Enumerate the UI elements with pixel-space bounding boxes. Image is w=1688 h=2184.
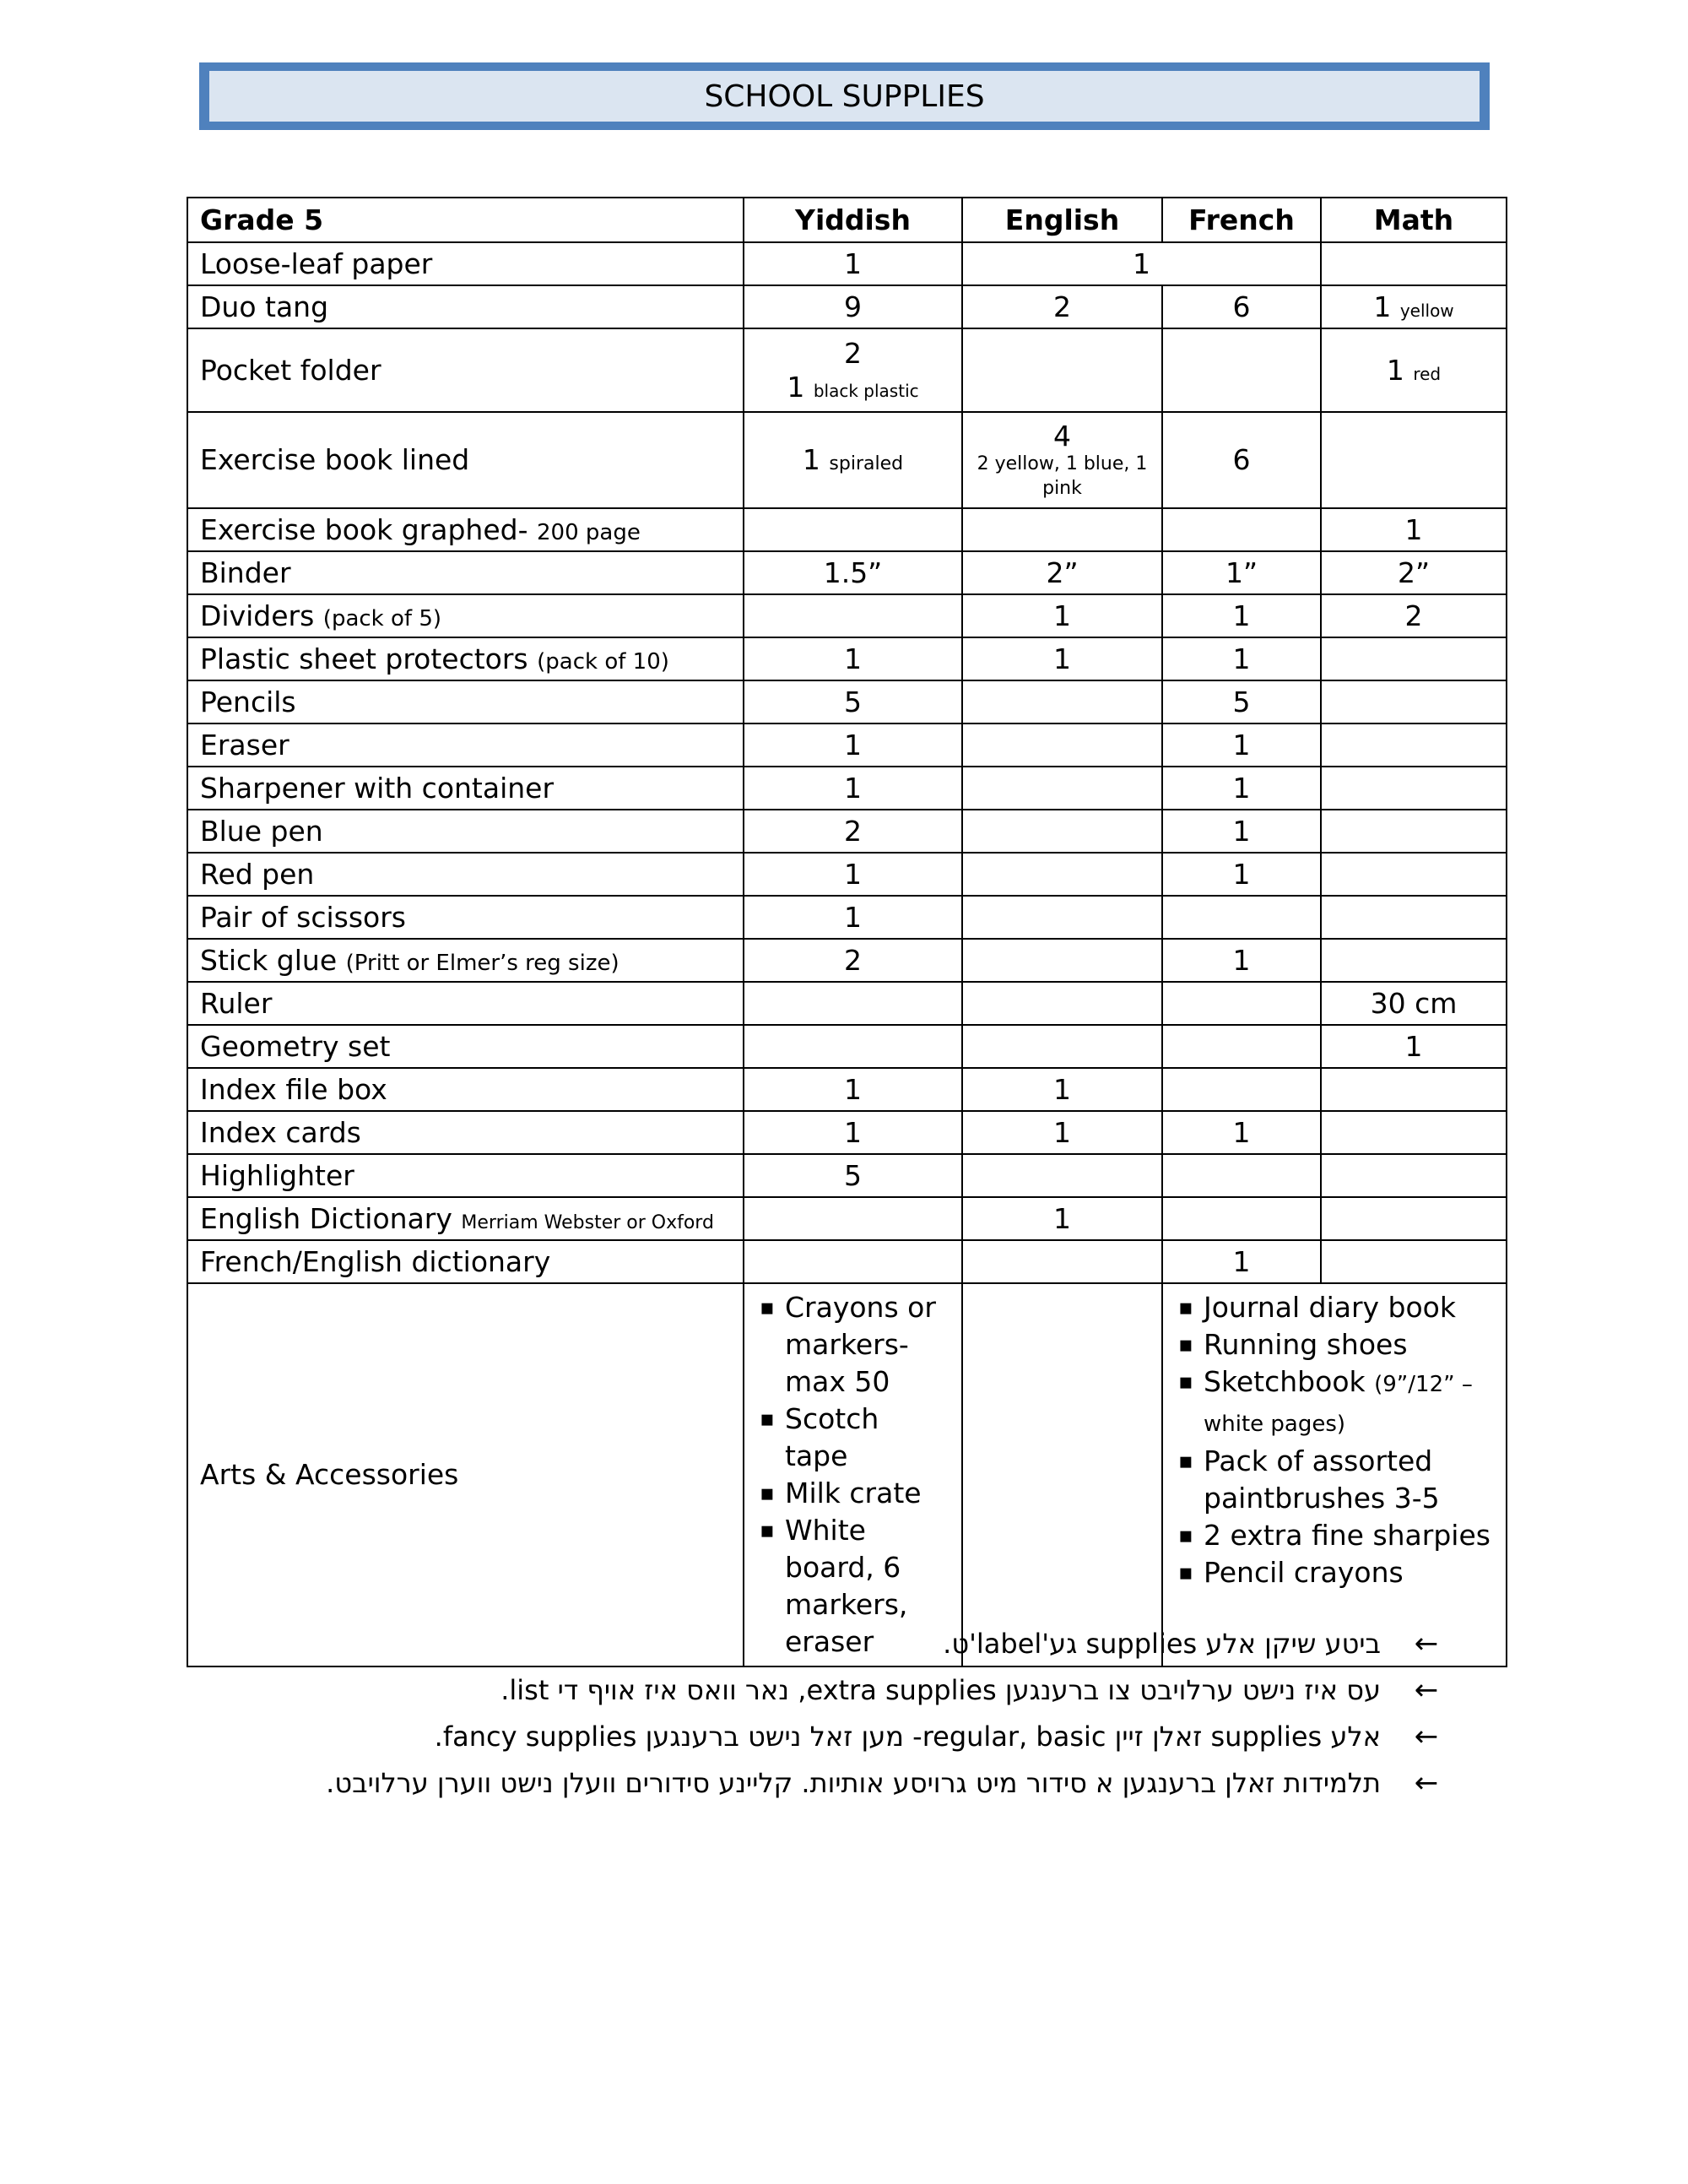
table-row xyxy=(187,1068,1507,1111)
note-item xyxy=(321,1667,1452,1714)
table-row xyxy=(187,896,1507,939)
yiddish-cell xyxy=(744,328,962,412)
table-row xyxy=(187,1025,1507,1068)
math-note: red xyxy=(1413,363,1442,384)
list-item-label: Sketchbook xyxy=(1204,1365,1366,1398)
yiddish-note: spiraled xyxy=(829,453,904,475)
list-item: ▪ 2 extra fine sharpies xyxy=(1175,1517,1494,1554)
item-cell: Loose-leaf paper xyxy=(187,242,744,285)
yiddish-extra-note: black plastic xyxy=(813,380,919,401)
french-cell: 1 xyxy=(1162,1240,1321,1283)
header-french: French xyxy=(1162,198,1321,242)
yiddish-cell: 1 xyxy=(744,242,962,285)
math-cell: 2” xyxy=(1321,551,1507,594)
notes-list xyxy=(321,1621,1452,1807)
item-cell xyxy=(187,594,744,637)
math-cell xyxy=(1321,939,1507,982)
french-cell: 1” xyxy=(1162,551,1321,594)
item-cell xyxy=(187,637,744,680)
yiddish-arts-cell xyxy=(744,1283,962,1666)
list-item: ▪ Pack of assorted paintbrushes 3-5 xyxy=(1175,1443,1494,1517)
table-row xyxy=(187,1240,1507,1283)
french-cell: 1 xyxy=(1162,853,1321,896)
french-cell: 1 xyxy=(1162,1111,1321,1154)
yiddish-cell: 1 xyxy=(744,896,962,939)
french-math-arts-list xyxy=(1175,1284,1494,1596)
title-banner xyxy=(199,62,1490,130)
english-cell: 2 xyxy=(962,285,1162,328)
english-cell xyxy=(962,896,1162,939)
item-label: English Dictionary xyxy=(200,1201,452,1235)
table-row xyxy=(187,853,1507,896)
english-cell xyxy=(962,767,1162,810)
table-row xyxy=(187,680,1507,723)
item-note: Merriam Webster or Oxford xyxy=(461,1211,714,1233)
math-cell xyxy=(1321,680,1507,723)
math-cell: 30 cm xyxy=(1321,982,1507,1025)
header-math: Math xyxy=(1321,198,1507,242)
yiddish-cell xyxy=(744,412,962,508)
item-cell: Sharpener with container xyxy=(187,767,744,810)
french-cell xyxy=(1162,1025,1321,1068)
item-cell: Pencils xyxy=(187,680,744,723)
note-text: אלע supplies זאלן זיין regular, basic- מען זאל נישט ברענגען fancy supplies. xyxy=(434,1721,1381,1753)
header-row xyxy=(187,198,1507,242)
french-cell: 1 xyxy=(1162,723,1321,767)
english-value: 4 xyxy=(1053,419,1071,453)
yiddish-cell xyxy=(744,982,962,1025)
item-cell: Arts & Accessories xyxy=(187,1283,744,1666)
item-cell: Duo tang xyxy=(187,285,744,328)
french-cell: 1 xyxy=(1162,637,1321,680)
page-title: SCHOOL SUPPLIES xyxy=(209,71,1480,122)
note-item xyxy=(321,1714,1452,1760)
math-cell xyxy=(1321,810,1507,853)
english-note: 2 yellow, 1 blue, 1 pink xyxy=(977,453,1148,499)
yiddish-cell xyxy=(744,1197,962,1240)
item-cell: Index cards xyxy=(187,1111,744,1154)
math-note: yellow xyxy=(1399,300,1454,321)
math-cell xyxy=(1321,285,1507,328)
french-cell: 1 xyxy=(1162,594,1321,637)
math-cell xyxy=(1321,637,1507,680)
table-row xyxy=(187,767,1507,810)
yiddish-cell: 1 xyxy=(744,637,962,680)
english-arts-cell xyxy=(962,1283,1162,1666)
header-grade: Grade 5 xyxy=(187,198,744,242)
item-cell xyxy=(187,1197,744,1240)
table-row xyxy=(187,285,1507,328)
english-cell: 1 xyxy=(962,637,1162,680)
french-math-arts-cell xyxy=(1162,1283,1507,1666)
yiddish-cell: 1.5” xyxy=(744,551,962,594)
header-yiddish: Yiddish xyxy=(744,198,962,242)
list-item xyxy=(1175,1363,1494,1443)
french-cell: 6 xyxy=(1162,285,1321,328)
table-row xyxy=(187,508,1507,551)
math-cell xyxy=(1321,328,1507,412)
yiddish-cell: 1 xyxy=(744,1111,962,1154)
yiddish-cell: 1 xyxy=(744,767,962,810)
english-cell: 1 xyxy=(962,1068,1162,1111)
yiddish-cell xyxy=(744,1025,962,1068)
math-cell: 2 xyxy=(1321,594,1507,637)
english-cell xyxy=(962,1240,1162,1283)
item-cell xyxy=(187,939,744,982)
english-cell xyxy=(962,1025,1162,1068)
item-label: Exercise book graphed- xyxy=(200,512,528,546)
english-cell xyxy=(962,680,1162,723)
english-cell: 1 xyxy=(962,1197,1162,1240)
item-label: Plastic sheet protectors xyxy=(200,642,528,675)
english-cell: 1 xyxy=(962,1111,1162,1154)
yiddish-cell: 2 xyxy=(744,810,962,853)
arrow-left-icon: ← xyxy=(1414,1627,1439,1661)
yiddish-cell xyxy=(744,1240,962,1283)
yiddish-value: 1 xyxy=(802,443,820,477)
english-cell xyxy=(962,723,1162,767)
math-cell xyxy=(1321,412,1507,508)
table-row xyxy=(187,1154,1507,1197)
english-cell xyxy=(962,328,1162,412)
yiddish-cell: 5 xyxy=(744,680,962,723)
math-cell xyxy=(1321,767,1507,810)
note-item xyxy=(321,1760,1452,1807)
table-row xyxy=(187,551,1507,594)
list-item: ▪ Crayons or markers- max 50 xyxy=(756,1289,950,1401)
yiddish-cell: 5 xyxy=(744,1154,962,1197)
supplies-table xyxy=(187,197,1507,1667)
math-value: 1 xyxy=(1386,353,1404,387)
english-cell xyxy=(962,853,1162,896)
yiddish-arts-list xyxy=(756,1284,950,1666)
english-cell: 1 xyxy=(962,594,1162,637)
english-french-cell: 1 xyxy=(962,242,1321,285)
note-text: תלמידות זאלן ברענגען א סידור מיט גרויסע אותיות. קליינע סידורים וועלן נישט ווערן ערלויבט. xyxy=(326,1767,1381,1799)
math-cell xyxy=(1321,1068,1507,1111)
list-item: ▪ Milk crate xyxy=(756,1475,950,1512)
arrow-left-icon: ← xyxy=(1414,1766,1439,1800)
french-cell xyxy=(1162,328,1321,412)
english-cell xyxy=(962,412,1162,508)
list-item-note: (9”/12” – white pages) xyxy=(1204,1372,1473,1437)
list-item: ▪ Journal diary book xyxy=(1175,1289,1494,1326)
table-row xyxy=(187,982,1507,1025)
yiddish-cell: 1 xyxy=(744,853,962,896)
math-cell: 1 xyxy=(1321,508,1507,551)
table-row xyxy=(187,594,1507,637)
math-cell xyxy=(1321,853,1507,896)
yiddish-cell: 9 xyxy=(744,285,962,328)
math-cell xyxy=(1321,896,1507,939)
item-cell: Red pen xyxy=(187,853,744,896)
arrow-left-icon: ← xyxy=(1414,1673,1439,1707)
note-item xyxy=(321,1621,1452,1667)
table-row xyxy=(187,810,1507,853)
table-row xyxy=(187,1111,1507,1154)
note-text: עס איז נישט ערלויבט צו ברענגען extra supplies, נאר וואס איז אויף די list. xyxy=(500,1674,1381,1706)
english-cell: 2” xyxy=(962,551,1162,594)
item-label: Stick glue xyxy=(200,943,338,977)
french-cell xyxy=(1162,508,1321,551)
math-cell xyxy=(1321,242,1507,285)
yiddish-value: 2 xyxy=(844,336,862,370)
french-cell: 1 xyxy=(1162,767,1321,810)
yiddish-cell: 1 xyxy=(744,723,962,767)
item-cell: French/English dictionary xyxy=(187,1240,744,1283)
math-value: 1 xyxy=(1373,290,1392,323)
table-row xyxy=(187,412,1507,508)
english-cell xyxy=(962,508,1162,551)
math-cell xyxy=(1321,1197,1507,1240)
item-cell: Eraser xyxy=(187,723,744,767)
list-item: ▪ White board, 6 markers, eraser xyxy=(756,1512,950,1661)
table-row xyxy=(187,637,1507,680)
math-cell xyxy=(1321,1111,1507,1154)
item-cell: Pair of scissors xyxy=(187,896,744,939)
table-row xyxy=(187,723,1507,767)
french-cell xyxy=(1162,1197,1321,1240)
list-item: ▪ Pencil crayons xyxy=(1175,1554,1494,1591)
table-row xyxy=(187,1197,1507,1240)
arrow-left-icon: ← xyxy=(1414,1720,1439,1753)
item-cell: Blue pen xyxy=(187,810,744,853)
item-cell: Geometry set xyxy=(187,1025,744,1068)
yiddish-cell: 2 xyxy=(744,939,962,982)
item-cell xyxy=(187,508,744,551)
yiddish-cell xyxy=(744,508,962,551)
yiddish-cell xyxy=(744,594,962,637)
list-item: ▪ Scotch tape xyxy=(756,1401,950,1475)
table-row-arts xyxy=(187,1283,1507,1666)
item-note: (pack of 5) xyxy=(322,605,442,631)
french-cell: 6 xyxy=(1162,412,1321,508)
english-cell xyxy=(962,810,1162,853)
table-row xyxy=(187,939,1507,982)
math-cell xyxy=(1321,1154,1507,1197)
item-cell: Pocket folder xyxy=(187,328,744,412)
french-cell xyxy=(1162,1068,1321,1111)
math-cell: 1 xyxy=(1321,1025,1507,1068)
item-cell: Ruler xyxy=(187,982,744,1025)
english-cell xyxy=(962,982,1162,1025)
table-row xyxy=(187,328,1507,412)
item-cell: Binder xyxy=(187,551,744,594)
french-cell xyxy=(1162,896,1321,939)
item-note: (Pritt or Elmer’s reg size) xyxy=(345,950,619,976)
english-cell xyxy=(962,939,1162,982)
english-cell xyxy=(962,1154,1162,1197)
item-note: 200 page xyxy=(537,519,641,545)
french-cell xyxy=(1162,982,1321,1025)
item-cell: Highlighter xyxy=(187,1154,744,1197)
yiddish-cell: 1 xyxy=(744,1068,962,1111)
french-cell: 1 xyxy=(1162,939,1321,982)
math-cell xyxy=(1321,1240,1507,1283)
header-english: English xyxy=(962,198,1162,242)
math-cell xyxy=(1321,723,1507,767)
french-cell: 1 xyxy=(1162,810,1321,853)
item-label: Dividers xyxy=(200,599,315,632)
item-cell: Index file box xyxy=(187,1068,744,1111)
item-note: (pack of 10) xyxy=(537,648,669,675)
list-item: ▪ Running shoes xyxy=(1175,1326,1494,1363)
table-row xyxy=(187,242,1507,285)
french-cell: 5 xyxy=(1162,680,1321,723)
note-text: ביטע שיקן אלע supplies גע'label'ט. xyxy=(943,1628,1381,1660)
item-cell: Exercise book lined xyxy=(187,412,744,508)
french-cell xyxy=(1162,1154,1321,1197)
yiddish-extra-value: 1 xyxy=(787,370,805,404)
